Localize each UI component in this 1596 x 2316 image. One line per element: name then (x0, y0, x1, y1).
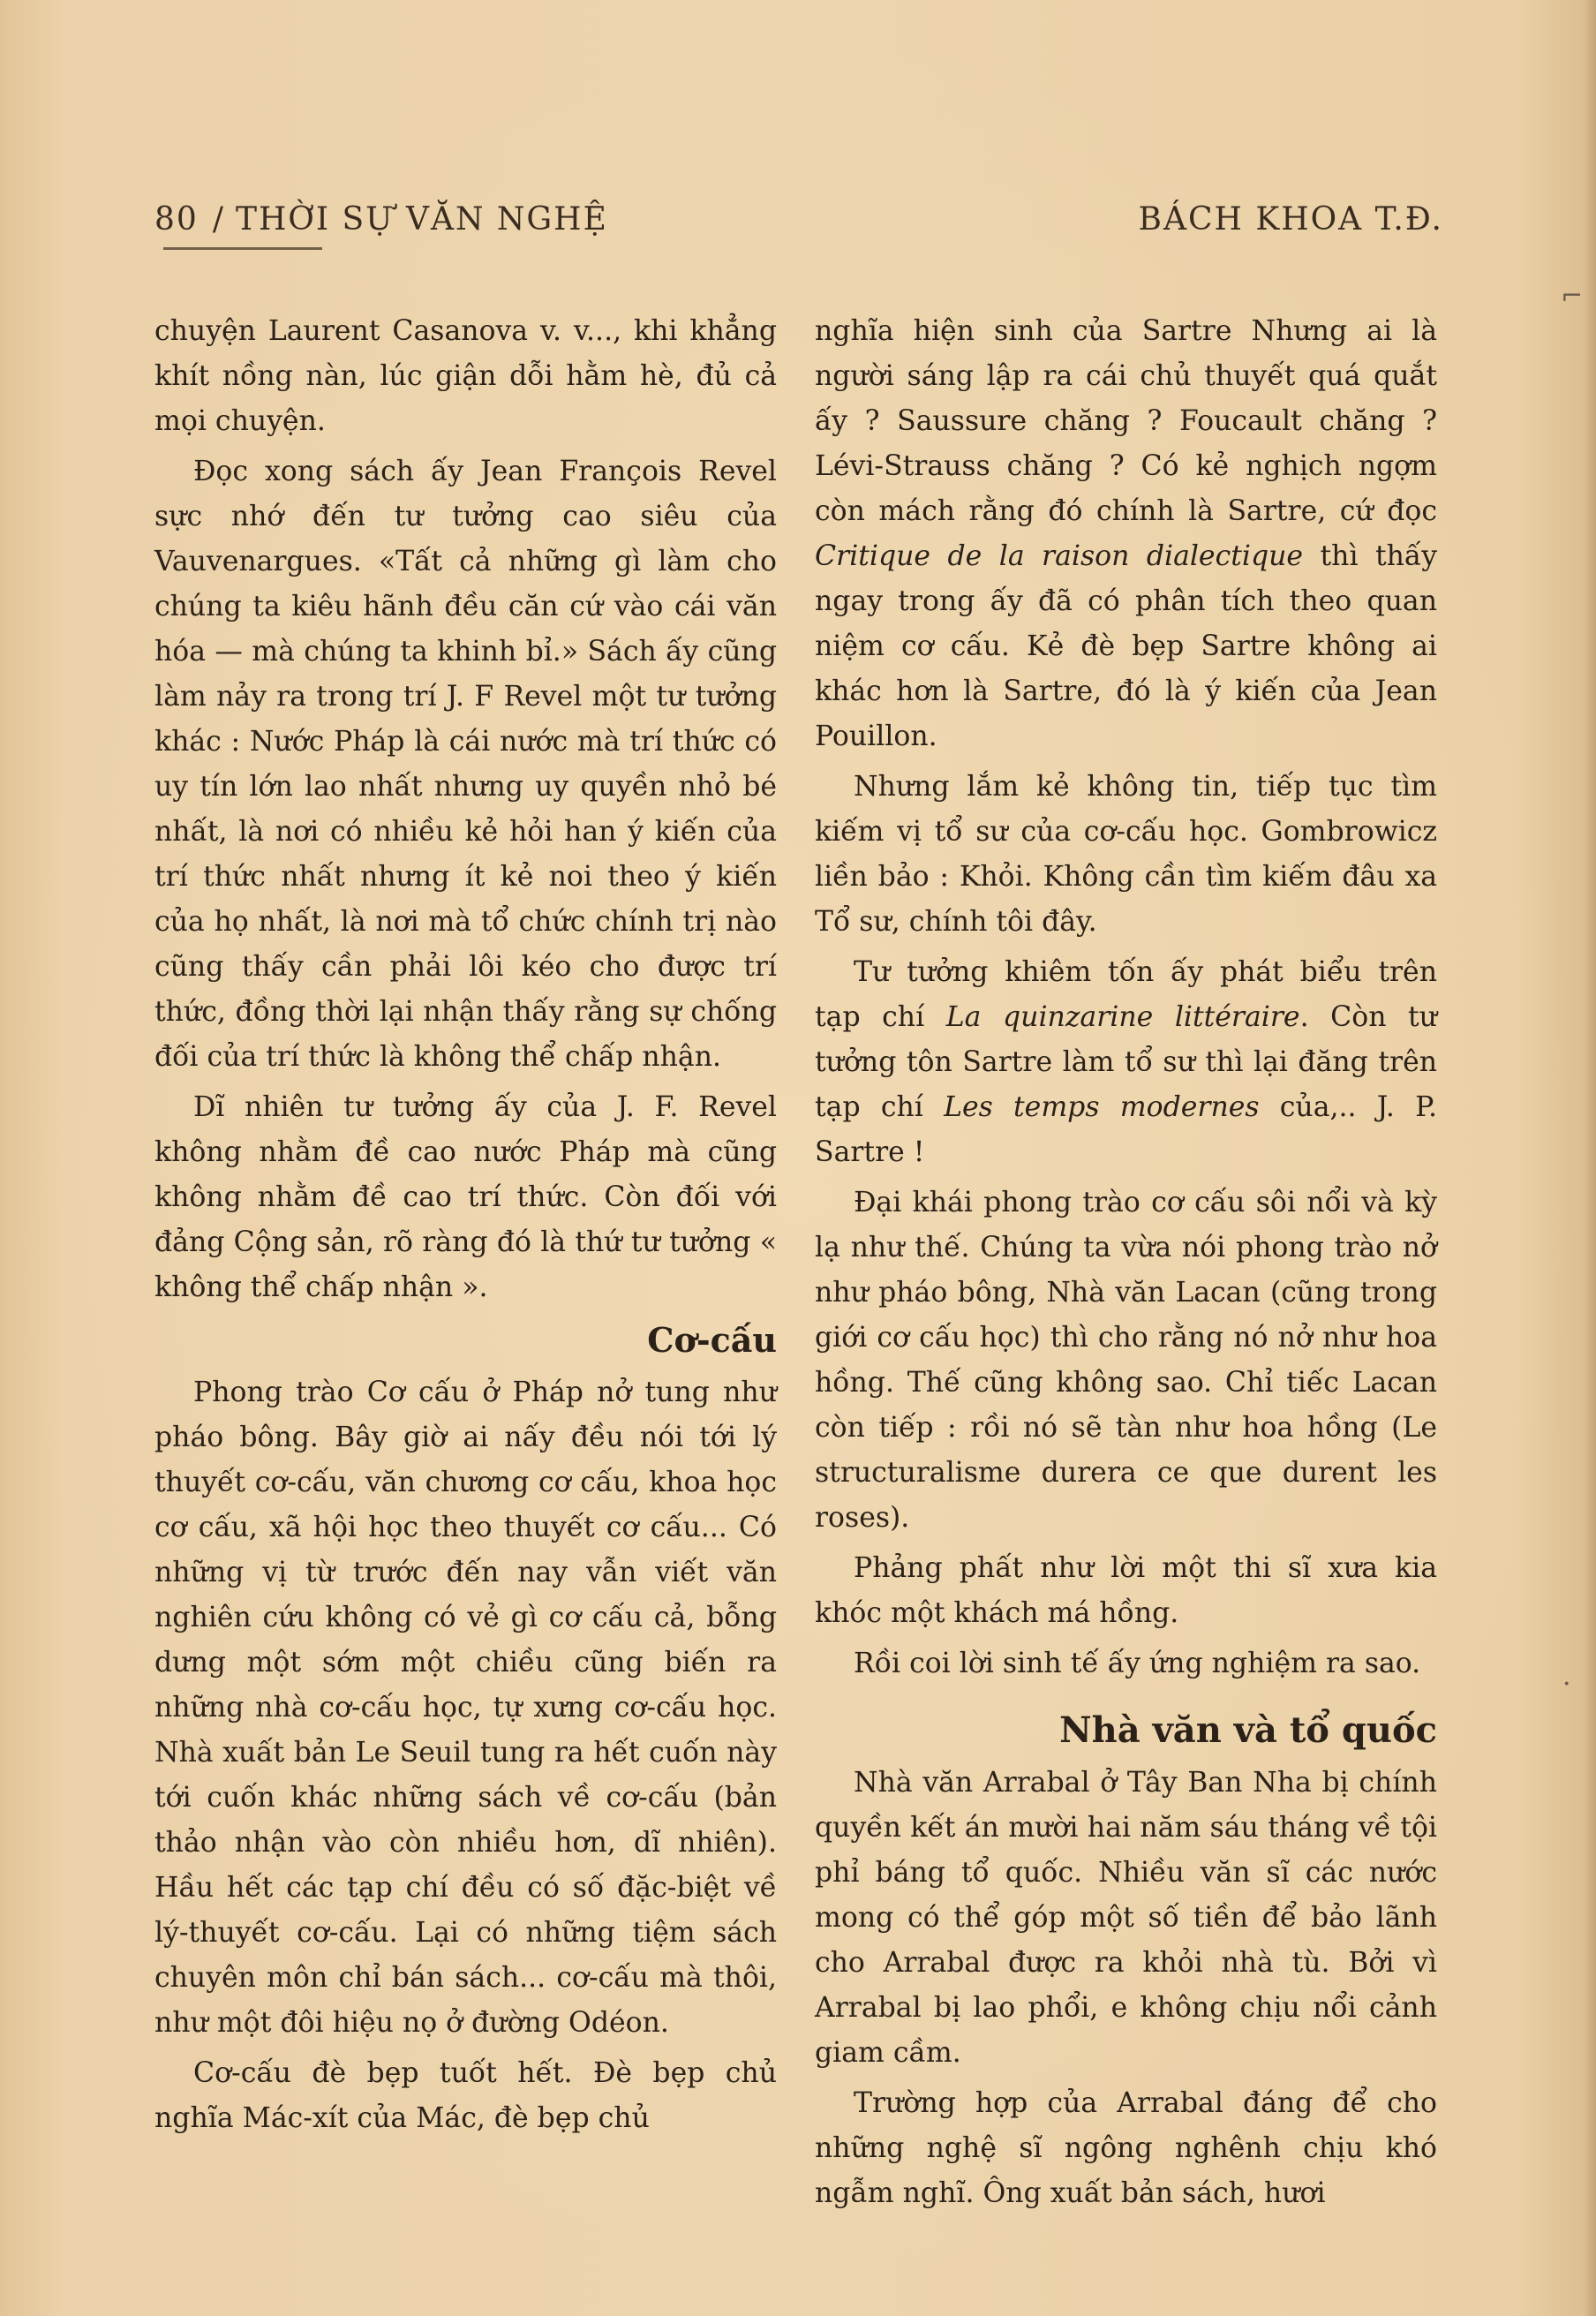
book-title: Critique de la raison dialectique (815, 540, 1304, 572)
header-separator: / (212, 201, 225, 238)
paragraph: Trường hợp của Arrabal đáng để cho những nghệ sĩ ngông nghênh chịu khó ngẫm nghĩ. Ông xuất bản sách, hươi (815, 2087, 1437, 2209)
paragraph (815, 309, 1437, 759)
margin-mark: · (1562, 1669, 1571, 1700)
paragraph: Phảng phất như lời một thi sĩ xưa kia khóc một khách má hồng. (815, 1552, 1437, 1629)
left-column (154, 309, 777, 2141)
paragraph: Nhưng lắm kẻ không tin, tiếp tục tìm kiếm vị tổ sư của cơ-cấu học. Gombrowicz liền bảo : Khỏi. Không cần tìm kiếm đâu xa Tổ sư, chính tôi đây. (815, 771, 1437, 938)
paragraph (815, 950, 1437, 1175)
text-run: nghĩa hiện sinh của Sartre Nhưng ai là người sáng lập ra cái chủ thuyết quá quắt ấy ? Saussure chăng ? Foucault chăng ? Lévi-Strauss chăng ? Có kẻ nghịch ngợm còn mách rằng đó chính là Sartre, cứ đọc (815, 315, 1437, 527)
paragraph: Phong trào Cơ cấu ở Pháp nở tung như pháo bông. Bây giờ ai nấy đều nói tới lý thuyết cơ-cấu, văn chương cơ cấu, khoa học cơ cấu, xã hội học theo thuyết cơ cấu... Có những vị từ trước đến nay vẫn viết văn nghiên cứu không có vẻ gì cơ cấu cả, bỗng dưng một sớm một chiều cũng biến ra những nhà cơ-cấu học, tự xưng cơ-cấu học. Nhà xuất bản Le Seuil tung ra hết cuốn này tới cuốn khác những sách về cơ-cấu (bản thảo nhận vào còn nhiều hơn, dĩ nhiên). Hầu hết các tạp chí đều có số đặc-biệt về lý-thuyết cơ-cấu. Lại có những tiệm sách chuyên môn chỉ bán sách... cơ-cấu mà thôi, như một đôi hiệu nọ ở đường Odéon. (154, 1377, 777, 2039)
text-run: thì thấy ngay trong ấy đã có phân tích theo quan niệm cơ cấu. Kẻ đè bẹp Sartre không ai khác hơn là Sartre, đó là ý kiến của Jean Pouillon. (815, 540, 1438, 752)
header-left (154, 201, 608, 238)
paragraph: chuyện Laurent Casanova v. v..., khi khẳng khít nồng nàn, lúc giận dỗi hằm hè, đủ cả mọi chuyện. (154, 315, 777, 437)
paragraph: Đại khái phong trào cơ cấu sôi nổi và kỳ lạ như thế. Chúng ta vừa nói phong trào nở như pháo bông, Nhà văn Lacan (cũng trong giới cơ cấu học) thì cho rằng nó nở như hoa hồng. Thế cũng không sao. Chỉ tiếc Lacan còn tiếp : rồi nó sẽ tàn như hoa hồng (Le structuralisme durera ce que durent les roses). (815, 1187, 1437, 1534)
text-run: Tư tưởng khiêm tốn ấy phát biểu trên tạp chí (815, 956, 1437, 1033)
paragraph: Rồi coi lời sinh tế ấy ứng nghiệm ra sao. (854, 1648, 1421, 1679)
journal-title: La quinzarine littéraire (945, 1001, 1300, 1033)
header-rule (163, 247, 322, 250)
paragraph: Đọc xong sách ấy Jean François Revel sực nhớ đến tư tưởng cao siêu của Vauvenargues. «Tất cả những gì làm cho chúng ta kiêu hãnh đều căn cứ vào cái văn hóa — mà chúng ta khinh bỉ.» Sách ấy cũng làm nảy ra trong trí J. F Revel một tư tưởng khác : Nước Pháp là cái nước mà trí thức có uy tín lớn lao nhất nhưng uy quyền nhỏ bé nhất, là nơi có nhiều kẻ hỏi han ý kiến của trí thức nhất nhưng ít kẻ noi theo ý kiến của họ nhất, là nơi mà tổ chức chính trị nào cũng thấy cần phải lôi kéo cho được trí thức, đồng thời lại nhận thấy rằng sự chống đối của trí thức là không thể chấp nhận. (154, 456, 777, 1073)
right-column (815, 309, 1437, 2216)
paragraph: Nhà văn Arrabal ở Tây Ban Nha bị chính quyền kết án mười hai năm sáu tháng về tội phỉ báng tổ quốc. Nhiều văn sĩ các nước mong có thể góp một số tiền để bảo lãnh cho Arrabal được ra khỏi nhà tù. Bởi vì Arrabal bị lao phổi, e không chịu nổi cảnh giam cầm. (815, 1767, 1437, 2069)
page-number: 80 (154, 201, 199, 238)
section-title: THỜI SỰ VĂN NGHỆ (235, 201, 608, 238)
paragraph: Cơ-cấu đè bẹp tuốt hết. Đè bẹp chủ nghĩa Mác-xít của Mác, đè bẹp chủ (154, 2057, 777, 2134)
paragraph: Dĩ nhiên tư tưởng ấy của J. F. Revel không nhằm đề cao nước Pháp mà cũng không nhằm đề cao trí thức. Còn đối với đảng Cộng sản, rõ ràng đó là thứ tư tưởng « không thể chấp nhận ». (154, 1091, 777, 1303)
journal-title: Les temps modernes (944, 1091, 1260, 1123)
running-header (154, 201, 1443, 254)
text-run: của,.. J. P. Sartre ! (815, 1091, 1437, 1168)
section-heading-co-cau: Cơ-cấu (647, 1320, 777, 1360)
text-run: . Còn tư tưởng tôn Sartre làm tổ sư thì lại đăng trên tạp chí (815, 1001, 1438, 1123)
section-heading-nha-van: Nhà văn và tổ quốc (1059, 1709, 1437, 1751)
margin-mark: ⌐ (1561, 281, 1584, 312)
publication-title: BÁCH KHOA T.Đ. (1138, 201, 1443, 238)
